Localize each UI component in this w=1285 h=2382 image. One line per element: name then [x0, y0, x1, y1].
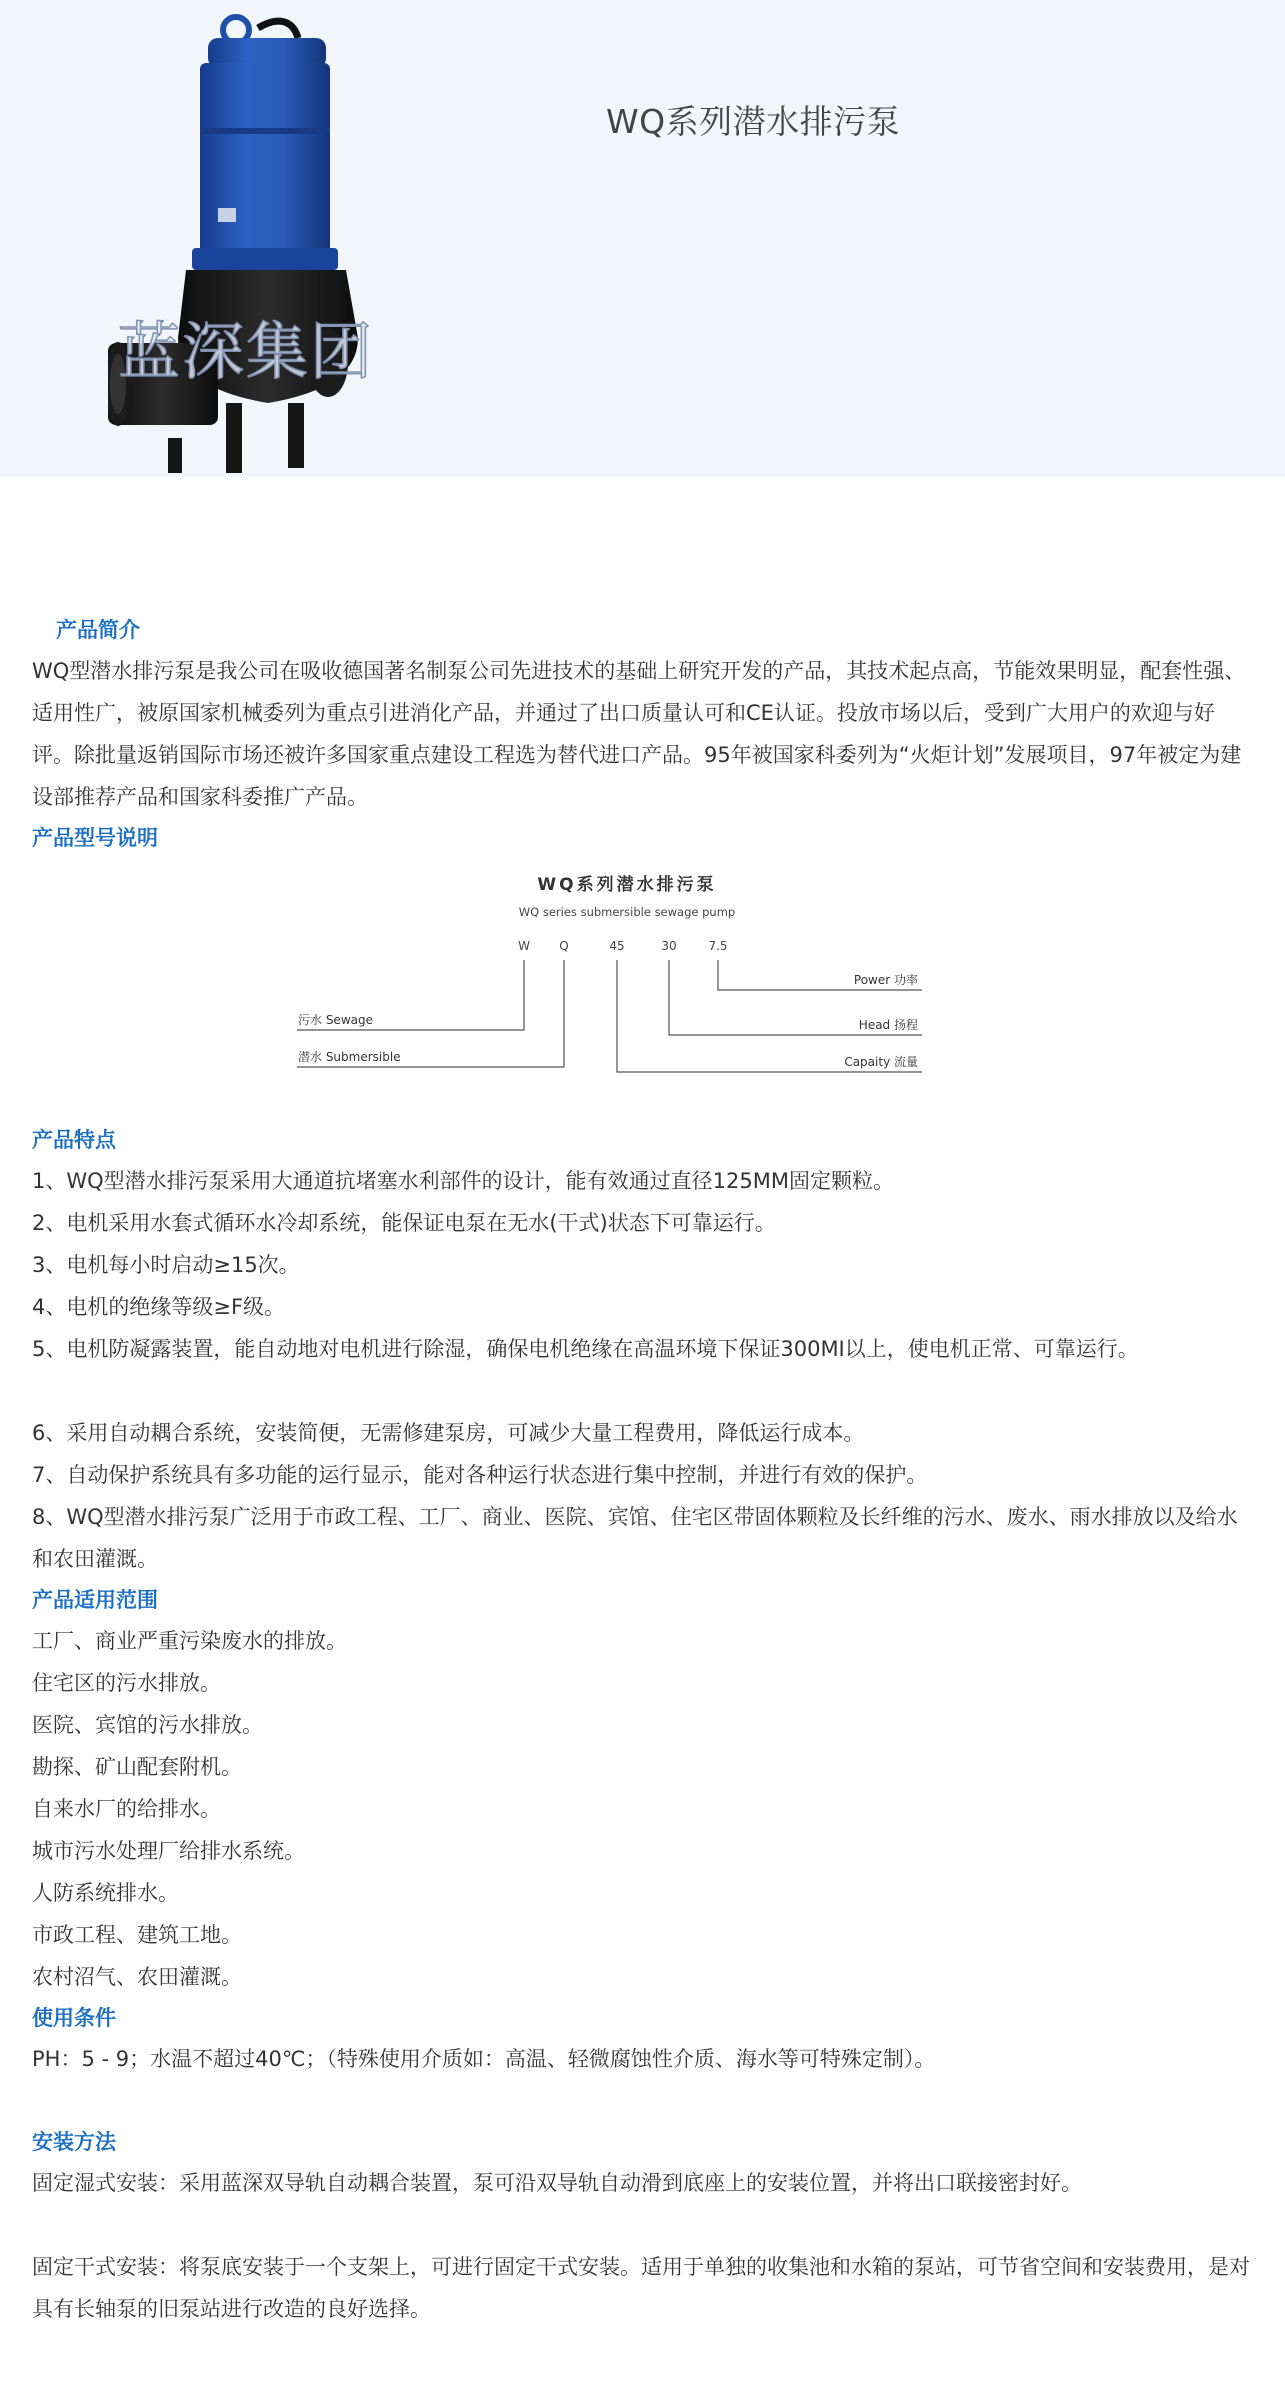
feature-item: 2、电机采用水套式循环水冷却系统，能保证电泵在无水(干式)状态下可靠运行。 — [32, 1211, 776, 1235]
heading-conditions: 使用条件 — [32, 2006, 116, 2030]
feature-item: 5、电机防凝露装置，能自动地对电机进行除湿，确保电机绝缘在高温环境下保证300MΙ以上，使电机正常、可靠运行。 — [32, 1337, 1139, 1361]
feature-item: 1、WQ型潜水排污泵采用大通道抗堵塞水利部件的设计，能有效通过直径125MM固定颗粒。 — [32, 1169, 894, 1193]
label-head: Head 扬程 — [858, 1018, 918, 1032]
scope-item: 农村沼气、农田灌溉。 — [32, 1965, 242, 1989]
model-diagram-area — [32, 860, 1254, 1080]
install-wet-text: 固定湿式安装：采用蓝深双导轨自动耦合装置，泵可沿双导轨自动滑到底座上的安装位置，并将出口联接密封好。 — [32, 2171, 1082, 2195]
code-power: 7.5 — [708, 939, 728, 953]
label-submersible: 潜水 Submersible — [298, 1050, 401, 1064]
spacer — [32, 2080, 1254, 2122]
spacer — [32, 1370, 1254, 1412]
feature-item: 6、采用自动耦合系统，安装简便，无需修建泵房，可减少大量工程费用，降低运行成本。 — [32, 1421, 865, 1445]
scope-item: 勘探、矿山配套附机。 — [32, 1755, 242, 1779]
label-power: Power 功率 — [853, 973, 918, 987]
spacer — [32, 2204, 1254, 2246]
pump-product-image — [108, 8, 438, 478]
scope-item: 医院、宾馆的污水排放。 — [32, 1713, 263, 1737]
feature-item: 7、自动保护系统具有多功能的运行显示，能对各种运行状态进行集中控制，并进行有效的保护。 — [32, 1463, 928, 1487]
scope-item: 住宅区的污水排放。 — [32, 1671, 221, 1695]
diagram-title: WQ系列潜水排污泵 — [537, 875, 717, 895]
product-description — [32, 610, 1254, 2330]
heading-features: 产品特点 — [32, 1128, 116, 1152]
install-dry-text: 固定干式安装：将泵底安装于一个支架上，可进行固定干式安装。适用于单独的收集池和水箱的泵站，可节省空间和安装费用，是对具有长轴泵的旧泵站进行改造的良好选择。 — [32, 2255, 1250, 2321]
code-capacity: 45 — [609, 939, 625, 953]
diagram-subtitle: WQ series submersible sewage pump — [518, 905, 736, 919]
watermark-text: 蓝深集团 — [118, 315, 375, 388]
heading-intro: 产品简介 — [56, 618, 140, 642]
code-q: Q — [559, 939, 569, 953]
feature-item: 3、电机每小时启动≥15次。 — [32, 1253, 300, 1277]
feature-item: 4、电机的绝缘等级≥F级。 — [32, 1295, 286, 1319]
label-sewage: 污水 Sewage — [298, 1013, 373, 1027]
feature-item: 8、WQ型潜水排污泵广泛用于市政工程、工厂、商业、医院、宾馆、住宅区带固体颗粒及长纤维的污水、废水、雨水排放以及给水和农田灌溉。 — [32, 1505, 1238, 1571]
product-title: WQ系列潜水排污泵 — [606, 102, 901, 141]
scope-item: 自来水厂的给排水。 — [32, 1797, 221, 1821]
heading-install: 安装方法 — [32, 2130, 116, 2154]
hero-banner — [0, 0, 1285, 477]
conditions-text: PH：5 - 9；水温不超过40℃；（特殊使用介质如：高温、轻微腐蚀性介质、海水等可特殊定制）。 — [32, 2047, 936, 2071]
intro-paragraph: WQ型潜水排污泵是我公司在吸收德国著名制泵公司先进技术的基础上研究开发的产品，其技术起点高，节能效果明显，配套性强、适用性广，被原国家机械委列为重点引进消化产品，并通过了出口质量认可和CE认证。投放市场以后，受到广大用户的欢迎与好评。除批量返销国际市场还被许多国家重点建设工程选为替代进口产品。95年被国家科委列为“火炬计划”发展项目，97年被定为建设部推荐产品和国家科委推广产品。 — [32, 659, 1246, 809]
label-capacity: Capaity 流量 — [844, 1055, 918, 1069]
code-head: 30 — [661, 939, 677, 953]
heading-scope: 产品适用范围 — [32, 1588, 158, 1612]
code-w: W — [518, 939, 530, 953]
model-code-diagram — [292, 860, 962, 1080]
scope-item: 人防系统排水。 — [32, 1881, 179, 1905]
scope-item: 城市污水处理厂给排水系统。 — [32, 1839, 305, 1863]
heading-model: 产品型号说明 — [32, 826, 158, 850]
scope-item: 工厂、商业严重污染废水的排放。 — [32, 1629, 347, 1653]
scope-item: 市政工程、建筑工地。 — [32, 1923, 242, 1947]
